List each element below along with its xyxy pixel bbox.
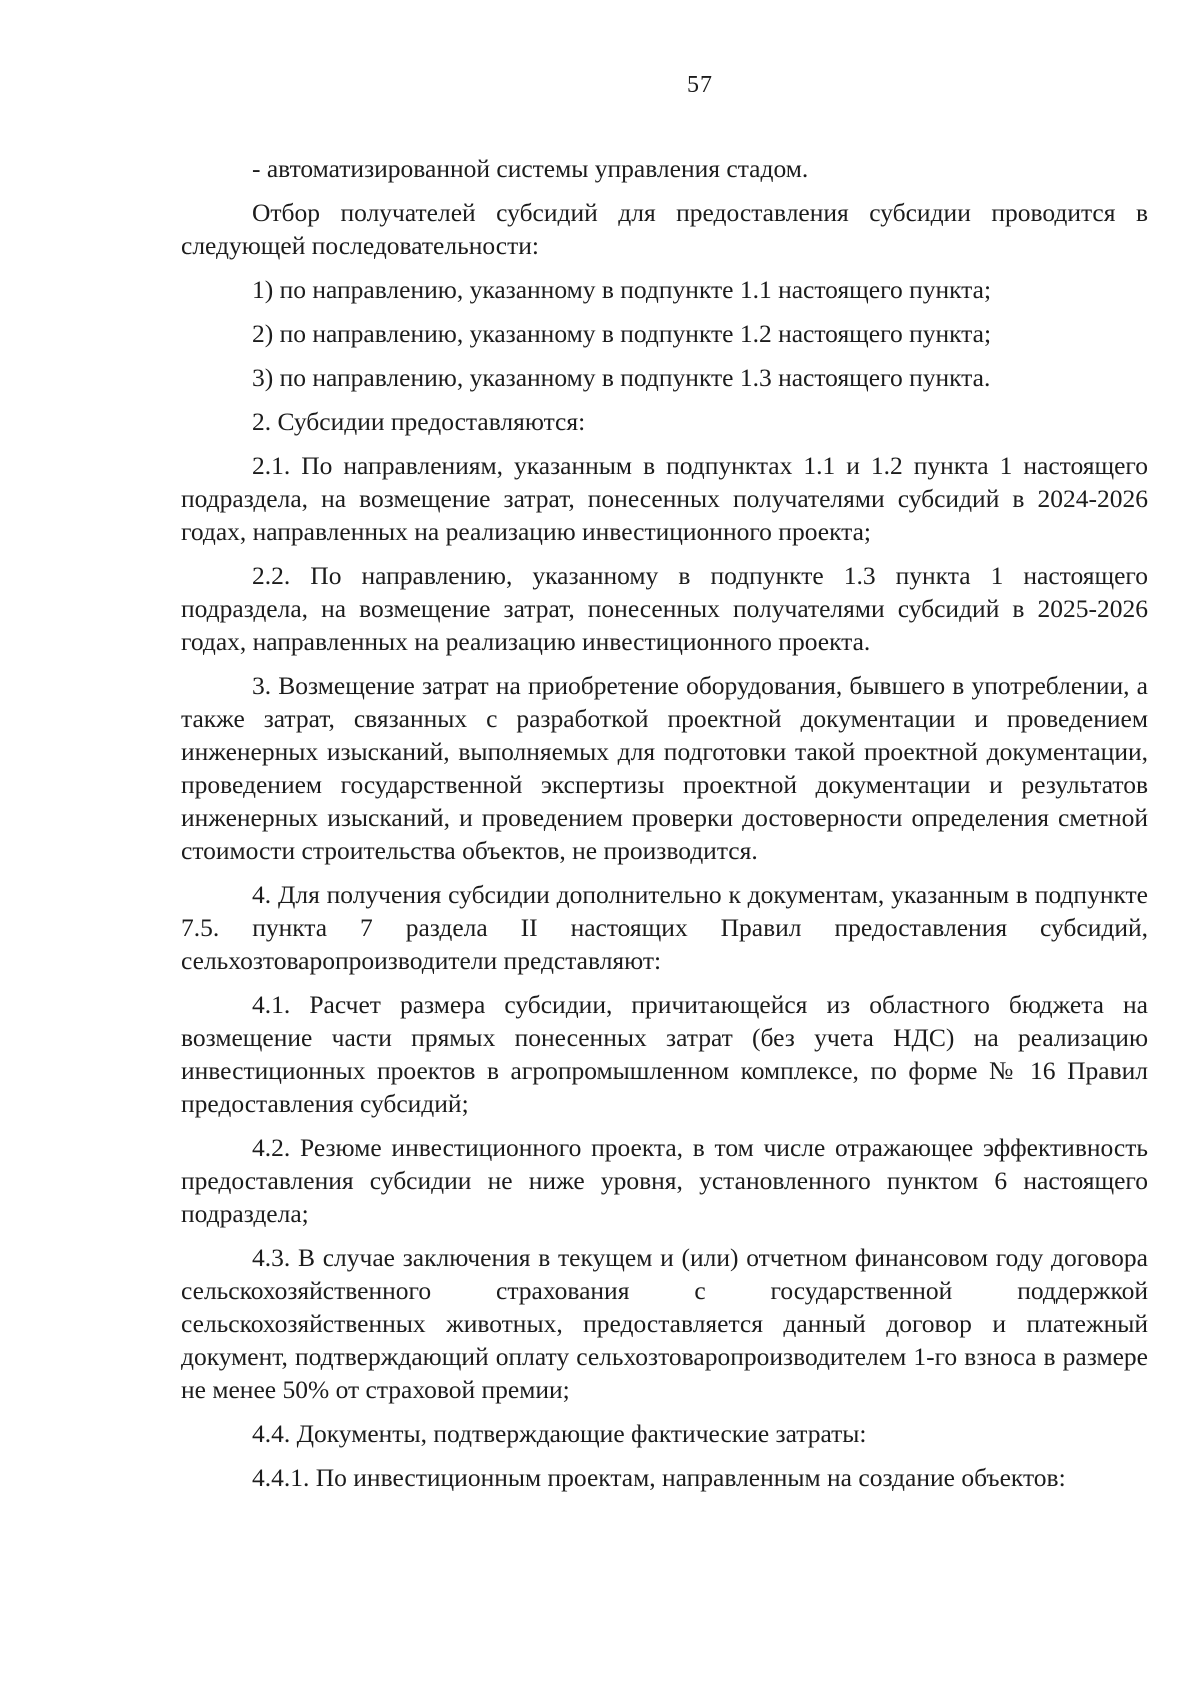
paragraph-4-4: 4.4. Документы, подтверждающие фактические затраты: [252,1419,867,1448]
paragraph-2-2: 2.2. По направлению, указанному в подпункте 1.3 пункта 1 настоящего подраздела, на возмещение затрат, понесенных получателями субсидий в 2025-2026 годах, направленных на реализацию инвестиционного проекта. [181,561,1148,656]
paragraph-order-2: 2) по направлению, указанному в подпункте 1.2 настоящего пункта; [252,319,992,348]
paragraph-4-2: 4.2. Резюме инвестиционного проекта, в том числе отражающее эффективность предоставления субсидии не ниже уровня, установленного пунктом 6 настоящего подраздела; [181,1133,1148,1228]
page-number: 57 [687,72,713,98]
paragraph-4-1: 4.1. Расчет размера субсидии, причитающейся из областного бюджета на возмещение части прямых понесенных затрат (без учета НДС) на реализацию инвестиционных проектов в агропромышленном комплексе, по форме № 16 Правил предоставления субсидий; [181,990,1148,1118]
paragraph-4-3: 4.3. В случае заключения в текущем и (или) отчетном финансовом году договора сельскохозяйственного страхования с государственной поддержкой сельскохозяйственных животных, предоставляется данный договор и платежный документ, подтверждающий оплату сельхозтоваропроизводителем 1-го взноса в размере не менее 50% от страховой премии; [181,1243,1148,1404]
paragraph-4-4-1: 4.4.1. По инвестиционным проектам, направленным на создание объектов: [252,1463,1066,1492]
paragraph-section-2: 2. Субсидии предоставляются: [252,407,586,436]
paragraph-order-3: 3) по направлению, указанному в подпункте 1.3 настоящего пункта. [252,363,991,392]
paragraph-section-4: 4. Для получения субсидии дополнительно к документам, указанным в подпункте 7.5. пункта 7 раздела II настоящих Правил предоставления субсидий, сельхозтоваропроизводители представляют: [181,880,1148,975]
paragraph-section-3: 3. Возмещение затрат на приобретение оборудования, бывшего в употреблении, а также затрат, связанных с разработкой проектной документации и проведением инженерных изысканий, выполняемых для подготовки такой проектной документации, проведением государственной экспертизы проектной документации и результатов инженерных изысканий, и проведением проверки достоверности определения сметной стоимости строительства объектов, не производится. [181,671,1148,865]
paragraph-item-list-end: - автоматизированной системы управления стадом. [252,154,809,183]
document-body [181,152,1148,1505]
paragraph-2-1: 2.1. По направлениям, указанным в подпунктах 1.1 и 1.2 пункта 1 настоящего подраздела, на возмещение затрат, понесенных получателями субсидий в 2024-2026 годах, направленных на реализацию инвестиционного проекта; [181,451,1148,546]
paragraph-order-1: 1) по направлению, указанному в подпункте 1.1 настоящего пункта; [252,275,992,304]
paragraph-selection-order: Отбор получателей субсидий для предоставления субсидии проводится в следующей последовательности: [181,198,1148,260]
